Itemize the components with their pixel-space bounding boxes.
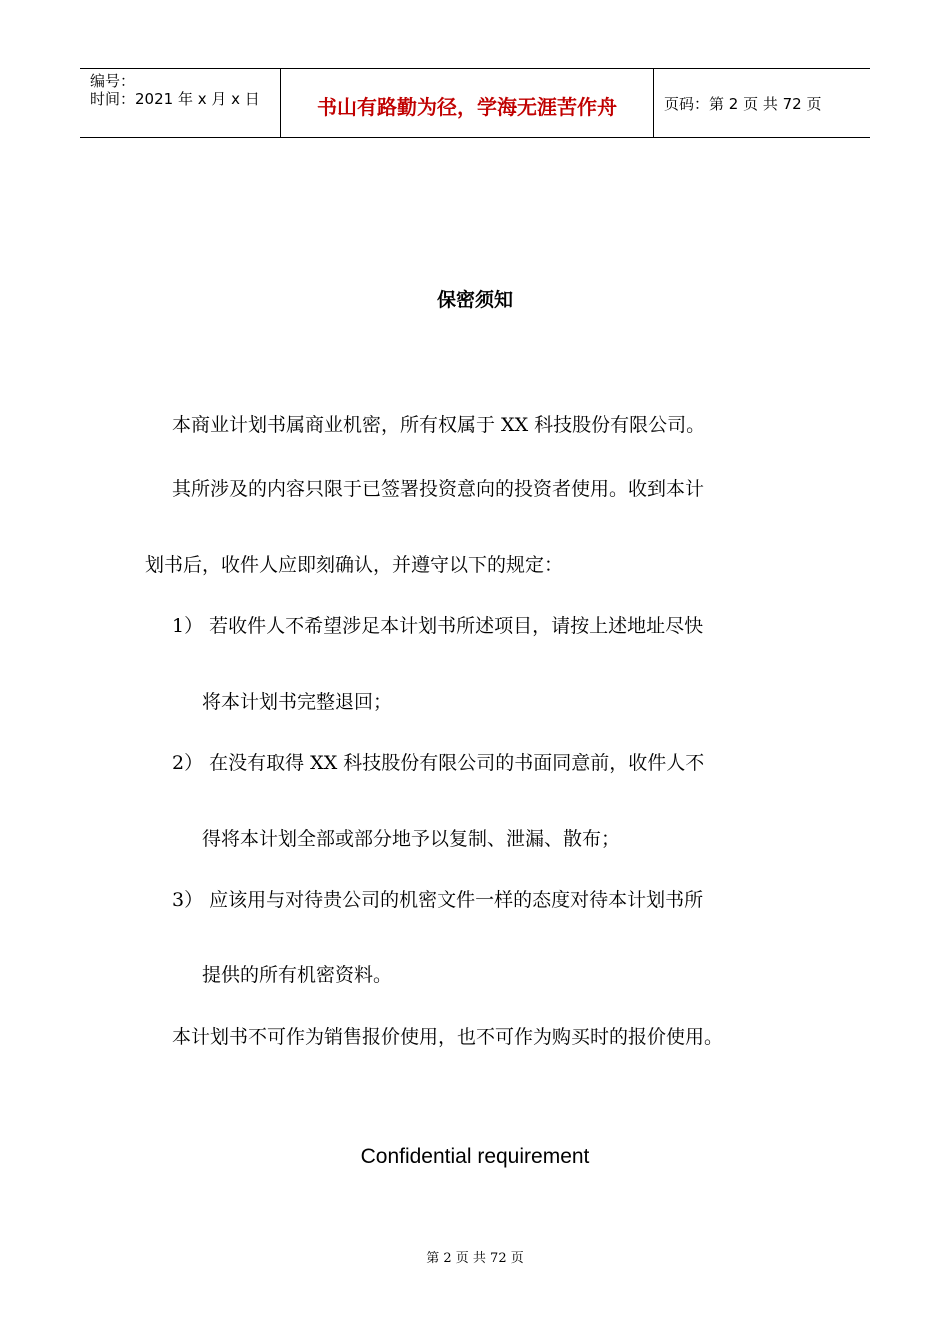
header-page-info: 页码：第 2 页 共 72 页 xyxy=(664,94,822,113)
header-motto-cell xyxy=(281,69,654,137)
page-footer: 第 2 页 共 72 页 xyxy=(426,1251,524,1266)
paragraph-line: 本计划书不可作为销售报价使用，也不可作为购买时的报价使用。 xyxy=(172,1026,724,1048)
english-section-title: Confidential requirement xyxy=(360,1145,590,1168)
header-meta-cell xyxy=(80,69,281,137)
paragraph-line: 其所涉及的内容只限于已签署投资意向的投资者使用。收到本计 xyxy=(172,478,705,500)
list-item-3: 3） 应该用与对待贵公司的机密文件一样的态度对待本计划书所 xyxy=(172,889,704,911)
header-page-cell xyxy=(654,69,870,137)
header-number-label: 编号： xyxy=(90,72,136,90)
paragraph-line: 本商业计划书属商业机密，所有权属于 XX 科技股份有限公司。 xyxy=(172,414,706,436)
list-item-1: 1） 若收件人不希望涉足本计划书所述项目，请按上述地址尽快 xyxy=(172,615,704,637)
list-item-2: 2） 在没有取得 XX 科技股份有限公司的书面同意前，收件人不 xyxy=(172,752,705,774)
list-item-3-continued: 提供的所有机密资料。 xyxy=(202,964,393,986)
document-header xyxy=(80,68,870,138)
list-item-1-continued: 将本计划书完整退回； xyxy=(202,691,393,713)
paragraph-line: 划书后，收件人应即刻确认，并遵守以下的规定： xyxy=(145,554,564,576)
page-title: 保密须知 xyxy=(436,289,513,311)
header-motto: 书山有路勤为径，学海无涯苦作舟 xyxy=(317,94,617,119)
header-time-label: 时间：2021 年 x 月 x 日 xyxy=(90,90,260,108)
list-item-2-continued: 得将本计划全部或部分地予以复制、泄漏、散布； xyxy=(202,828,621,850)
